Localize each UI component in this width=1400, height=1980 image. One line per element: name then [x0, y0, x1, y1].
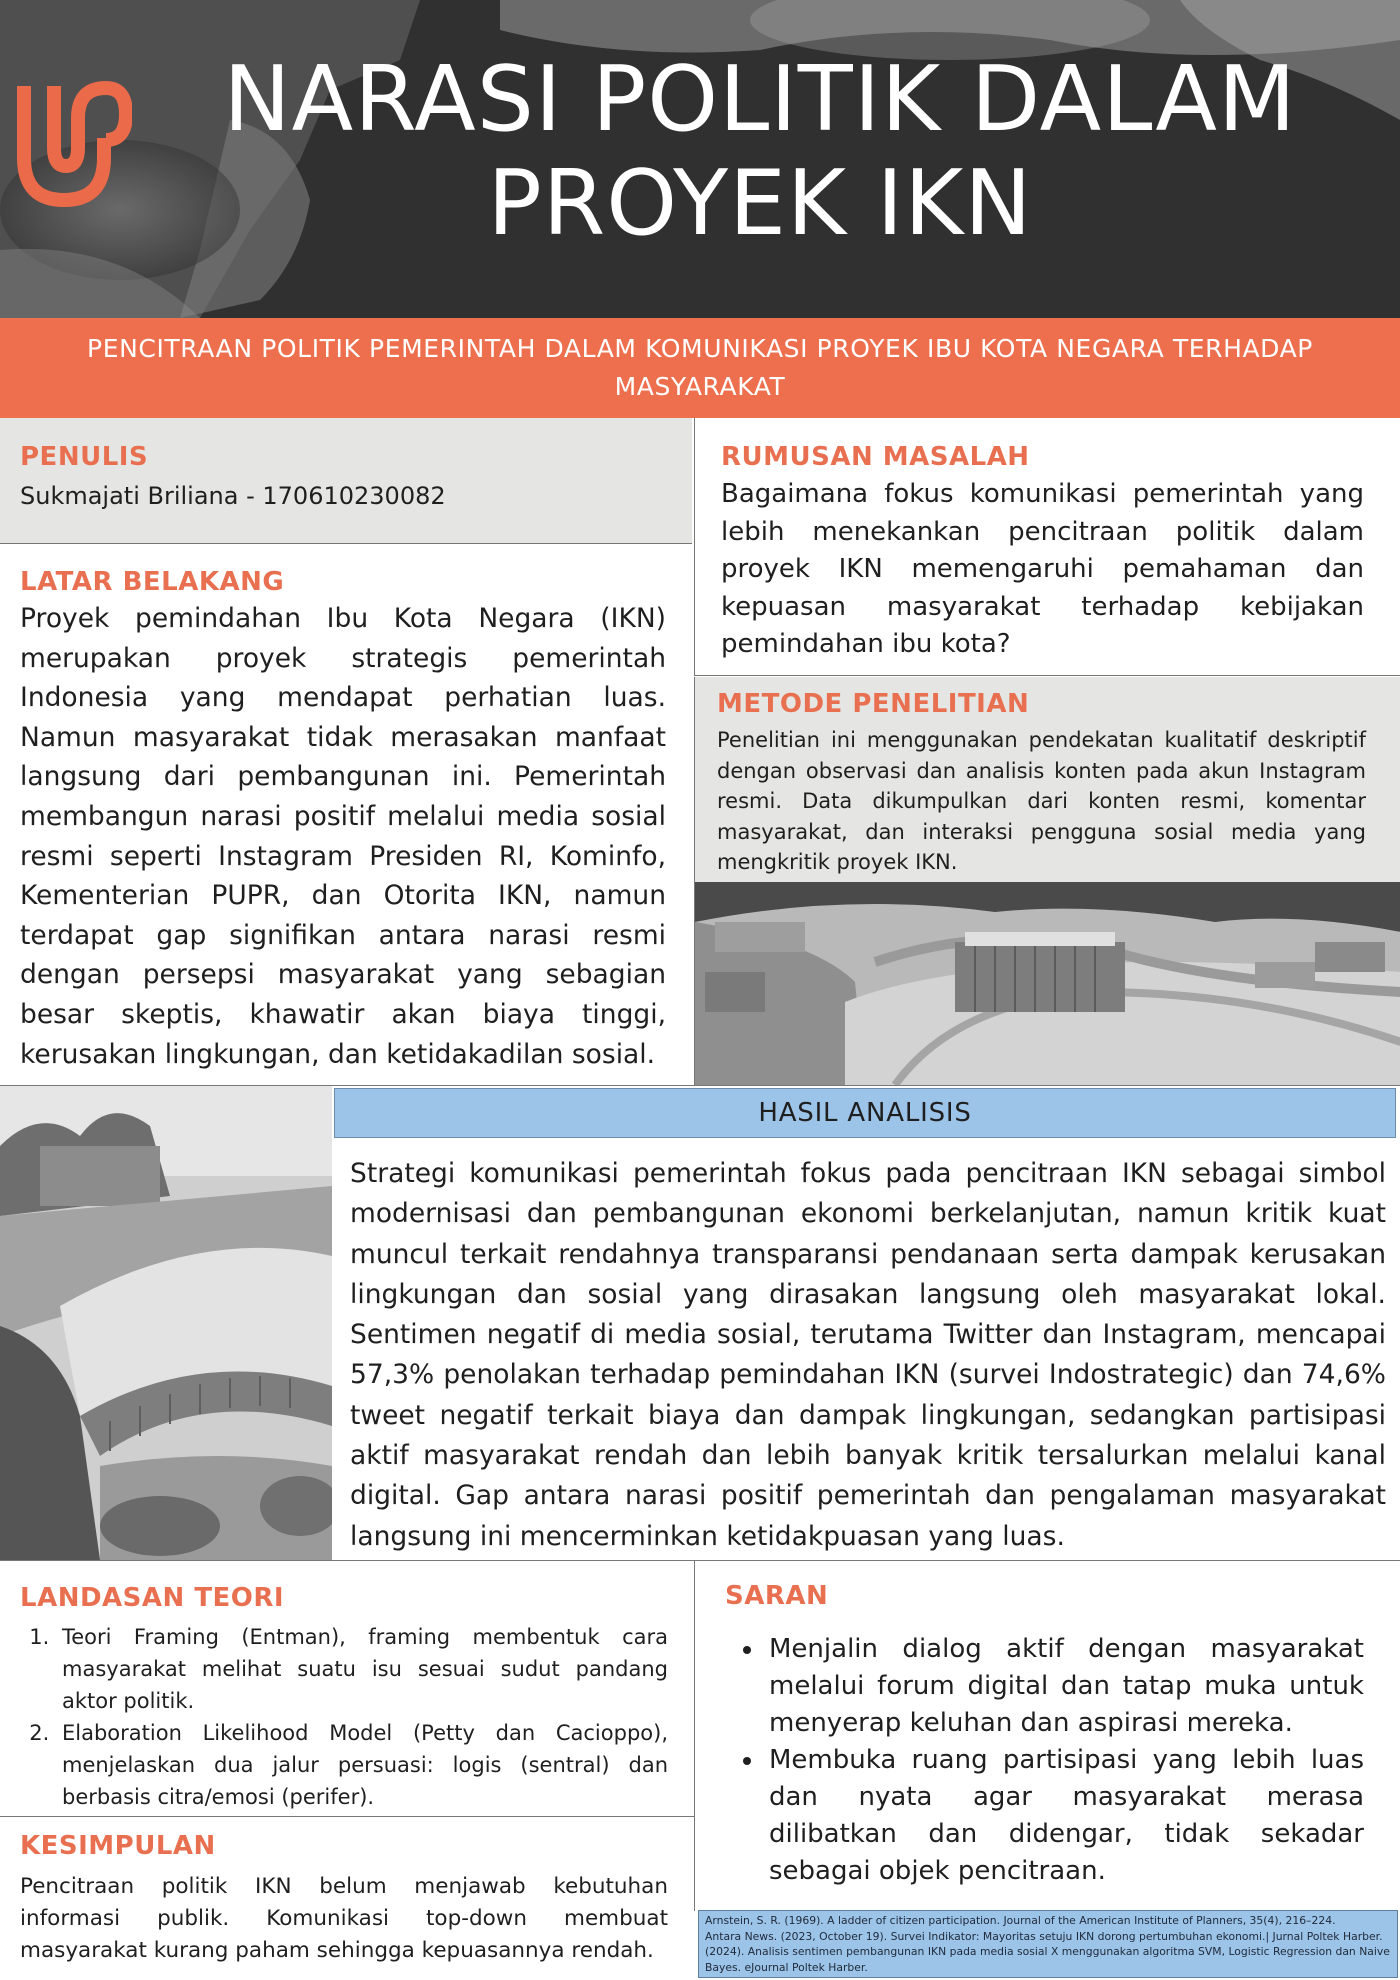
reference-item: Arnstein, S. R. (1969). A ladder of citizen participation. Journal of the American Institute of Planners, 35(4), 216–224.: [705, 1914, 1336, 1927]
ikn-building-image: [0, 1086, 332, 1560]
list-item: 2. Elaboration Likelihood Model (Petty dan Cacioppo), menjelaskan dua jalur persuasi: logis (sentral) dan berbasis citra/emosi (perifer).: [56, 1717, 668, 1813]
title-line-1: NARASI POLITIK DALAM: [223, 47, 1297, 152]
method-section: [694, 677, 1400, 882]
problem-statement-heading: RUMUSAN MASALAH: [721, 442, 1030, 472]
subtitle-band: [0, 318, 1400, 418]
theory-section: [0, 1561, 694, 1815]
subtitle: PENCITRAAN POLITIK PEMERINTAH DALAM KOMUNIKASI PROYEK IBU KOTA NEGARA TERHADAP MASYARAKAT: [87, 334, 1313, 401]
background-section: [0, 545, 692, 1085]
references-box: [698, 1910, 1398, 1978]
ikn-building-illustration: [0, 1086, 332, 1560]
suggestion-list: [725, 1631, 1364, 1890]
problem-statement-text: Bagaimana fokus komunikasi pemerintah yang lebih menekankan pencitraan politik dalam proyek IKN memengaruhi pemahaman dan kepuasan masyarakat terhadap kebijakan pemindahan ibu kota?: [721, 479, 1364, 659]
results-heading-band: [334, 1088, 1396, 1138]
logo-icon: [14, 78, 132, 210]
suggestion-section: [694, 1561, 1400, 1911]
author-heading: PENULIS: [20, 442, 149, 472]
method-text: Penelitian ini menggunakan pendekatan kualitatif deskriptif dengan observasi dan analisis konten pada akun Instagram resmi. Data dikumpulkan dari konten resmi, komentar masyarakat, dan interaksi pengguna sosial media yang mengkritik proyek IKN.: [717, 728, 1366, 874]
construction-site-illustration: [695, 882, 1400, 1085]
list-item: 1. Teori Framing (Entman), framing membentuk cara masyarakat melihat suatu isu sesuai sudut pandang aktor politik.: [56, 1621, 668, 1717]
background-text: Proyek pemindahan Ibu Kota Negara (IKN) merupakan proyek strategis pemerintah Indonesia yang mendapat perhatian luas. Namun masyarakat tidak merasakan manfaat langsung dari pembangunan ini. Pemerintah membangun narasi positif melalui media sosial resmi seperti Instagram Presiden RI, Kominfo, Kementerian PUPR, dan Otorita IKN, namun terdapat gap signifikan antara narasi resmi dengan persepsi masyarakat yang sebagian besar skeptis, khawatir akan biaya tinggi, kerusakan lingkungan, dan ketidakadilan sosial.: [20, 603, 666, 1070]
theory-list: [20, 1621, 668, 1813]
page-title: [160, 48, 1360, 256]
conclusion-section: [0, 1816, 694, 1980]
theory-heading: LANDASAN TEORI: [20, 1583, 285, 1613]
results-heading: HASIL ANALISIS: [758, 1098, 972, 1128]
conclusion-heading: KESIMPULAN: [20, 1831, 216, 1861]
problem-statement-section: [694, 418, 1400, 676]
header-banner: [0, 0, 1400, 318]
results-text: Strategi komunikasi pemerintah fokus pada pencitraan IKN sebagai simbol modernisasi dan pembangunan ekonomi berkelanjutan, namun kritik kuat muncul terkait rendahnya transparansi pendanaan serta dampak kerusakan lingkungan dan sosial yang dirasakan langsung oleh masyarakat lokal. Sentimen negatif di media sosial, terutama Twitter dan Instagram, mencapai 57,3% penolakan terhadap pemindahan IKN (survei Indostrategic) dan 74,6% tweet negatif terkait biaya dan dampak lingkungan, sedangkan partisipasi aktif masyarakat rendah dan lebih banyak kritik tersalurkan melalui kanal digital. Gap antara narasi positif pemerintah dan pengalaman masyarakat langsung ini mencerminkan ketidakpuasan yang luas.: [350, 1158, 1386, 1552]
conclusion-text: Pencitraan politik IKN belum menjawab kebutuhan informasi publik. Komunikasi top-down membuat masyarakat kurang paham sehingga kepuasannya rendah.: [20, 1874, 668, 1963]
background-heading: LATAR BELAKANG: [20, 567, 285, 597]
list-item: • Membuka ruang partisipasi yang lebih luas dan nyata agar masyarakat merasa dilibatkan dan didengar, tidak sekadar sebagai objek pencitraan.: [765, 1742, 1364, 1890]
author-name: Sukmajati Briliana - 170610230082: [20, 482, 446, 510]
author-section: [0, 418, 692, 544]
title-line-2: PROYEK IKN: [487, 151, 1033, 256]
method-heading: METODE PENELITIAN: [717, 689, 1030, 719]
suggestion-heading: SARAN: [725, 1581, 829, 1611]
construction-site-image: [694, 882, 1400, 1085]
list-item: • Menjalin dialog aktif dengan masyarakat melalui forum digital dan tatap muka untuk menyerap keluhan dan aspirasi mereka.: [765, 1631, 1364, 1742]
reference-item: Antara News. (2023, October 19). Survei Indikator: Mayoritas setuju IKN dorong pertumbuhan ekonomi.| Jurnal Poltek Harber. (2024). Analisis sentimen pembangunan IKN pada media sosial X menggunakan algoritma SVM, Logistic Regression dan Naive Bayes. eJournal Poltek Harber.: [705, 1929, 1390, 1974]
